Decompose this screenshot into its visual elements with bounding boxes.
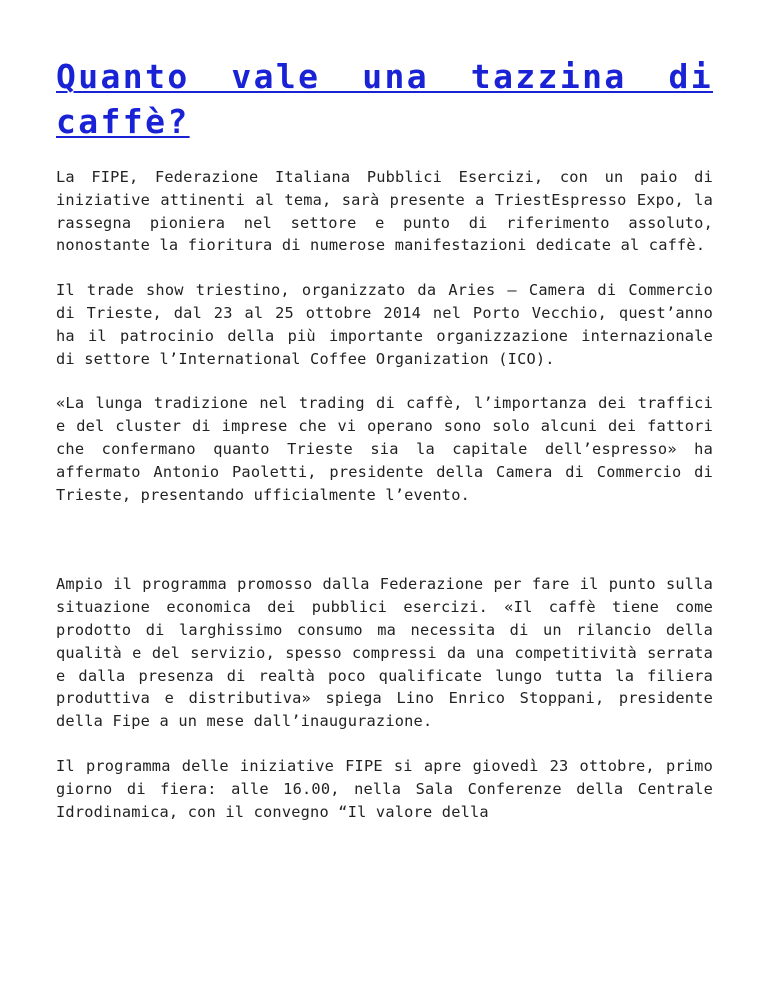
article-paragraph-3: «La lunga tradizione nel trading di caffè, l’importanza dei traffici e del cluster di imprese che vi operano sono solo alcuni dei fattori che confermano quanto Trieste sia la capitale dell’espresso» ha affermato Antonio Paoletti, presidente della Camera di Commercio di Trieste, presentando ufficialmente l’evento. — [56, 394, 713, 504]
article — [56, 54, 713, 845]
article-paragraph-5: Il programma delle iniziative FIPE si apre giovedì 23 ottobre, primo giorno di fiera: alle 16.00, nella Sala Conferenze della Centrale Idrodinamica, con il convegno “Il valore della — [56, 756, 713, 821]
article-title-link[interactable]: Quanto vale una tazzina di caffè? — [56, 57, 713, 141]
article-paragraph-2: Il trade show triestino, organizzato da Aries – Camera di Commercio di Trieste, dal 23 al 25 ottobre 2014 nel Porto Vecchio, quest’anno ha il patrocinio della più importante organizzazione internazionale di settore l’International Coffee Organization (ICO). — [56, 281, 713, 368]
article-paragraph-4: Ampio il programma promosso dalla Federazione per fare il punto sulla situazione economica dei pubblici esercizi. «Il caffè tiene come prodotto di larghissimo consumo ma necessita di un rilancio della qualità e del servizio, spesso compressi da una competitività serrata e dalla presenza di realtà poco qualificate lungo tutta la filiera produttiva e distributiva» spiega Lino Enrico Stoppani, presidente della Fipe a un mese dall’inaugurazione. — [56, 575, 713, 731]
article-paragraph-1: La FIPE, Federazione Italiana Pubblici Esercizi, con un paio di iniziative attinenti al tema, sarà presente a TriestEspresso Expo, la rassegna pioniera nel settore e punto di riferimento assoluto, nonostante la fioritura di numerose manifestazioni dedicate al caffè. — [56, 168, 713, 255]
article-title — [56, 54, 713, 144]
